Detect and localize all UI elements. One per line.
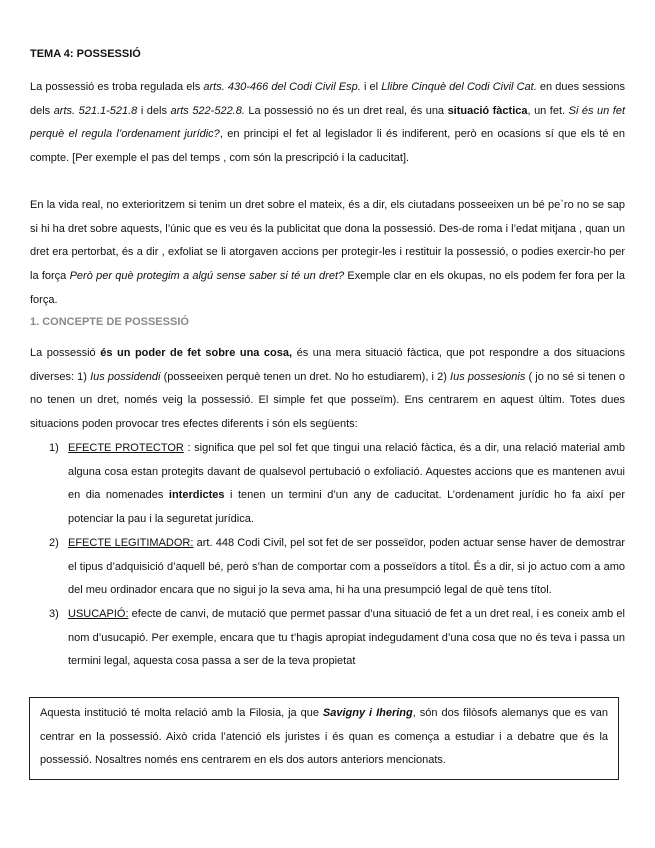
list-item: 1) EFECTE PROTECTOR : significa que pel sol fet que tingui una relació fàctica, és a dir, una relació material amb alguna cosa estan protegits davant de qualsevol pertubació o exfoliació. Aquestes accions que es mantenen avui en dia nomenades interdictes i tenen un termini d’un any de caducitat. L’ordenament jurídic ho fa així per potenciar la pau i la seguretat jurídica. <box>49 442 625 526</box>
list-item: 3) USUCAPIÓ: efecte de canvi, de mutació que permet passar d’una situació de fet a un dret real, i es coneix amb el nom d’usucapió. Per exemple, encara que tu t’hagis apropiat indegudament d’una cosa que no és teva i passa un termini legal, aquesta cosa passa a ser de la teva propietat <box>49 607 625 668</box>
note-text: Aquesta institució té molta relació amb la Filosia, ja que Savigny i Ihering, són dos filòsofs alemanys que es van centrar en la possessió. Això crida l’atenció els juristes i és quan es comença a estudiar i a debatre que és la possessió. Nosaltres només ens centrarem en els dos autors anteriors mencionats. <box>40 707 608 767</box>
intro-paragraph: La possessió es troba regulada els arts. 430-466 del Codi Civil Esp. i el Llibre Cinquè del Codi Civil Cat. en dues sessions dels arts. 521.1-521.8 i dels arts 522-522.8. La possessió no és un dret real, és una situació fàctica, un fet. Si és un fet perquè el regula l’ordenament jurídic?, en principi el fet al legislador li és indiferent, però en ocasions sí que els té en compte. [Per exemple el pas del temps , com són la prescripció i la caducitat]. <box>30 81 626 165</box>
real-life-paragraph: En la vida real, no exterioritzem si tenim un dret sobre el mateix, és a dir, els ciutadans posseeixen un bé pe`ro no se sap si hi ha dret sobre aquests, l’únic que es veu és la publicitat que dona la possessió. Des-de roma i l’edat mitjana , quan un dret era pertorbat, és a dir , exfoliat se li atorgaven accions per protegir-les i restituir la possessió, o podies exercir-ho per la força Però per què protegim a algú sense saber si té un dret? Exemple clar en els okupas, no els podem fer fora per la força. <box>30 199 625 306</box>
concept-paragraph: La possessió és un poder de fet sobre una cosa, és una mera situació fàctica, que pot respondre a dos situacions diverses: 1) Ius possidendi (posseeixen perquè tenen un dret. No ho estudiarem), i 2) Ius possesionis ( jo no sé si tenen o no tenen un dret, només veig la possessió. El simple fet que posseïm). Ens centrarem en aquest últim. Totes dues situacions poden provocar tres efectes diferents i són els següents: <box>30 347 626 431</box>
note-box <box>29 697 619 780</box>
page-title: TEMA 4: POSSESSIÓ <box>30 48 141 60</box>
section-heading: 1. CONCEPTE DE POSSESSIÓ <box>30 316 189 328</box>
effects-list <box>30 437 625 674</box>
list-item: 2) EFECTE LEGITIMADOR: art. 448 Codi Civil, pel sot fet de ser posseïdor, poden actuar sense haver de demostrar el tipus d’adquisició d’aquell bé, però s’han de comportar com a posseïdors a títol. És a dir, si jo actuo com a amo del meu ordinador encara que no sigui jo la seva ama, hi ha una presumpció legal de què tens títol. <box>49 536 625 597</box>
